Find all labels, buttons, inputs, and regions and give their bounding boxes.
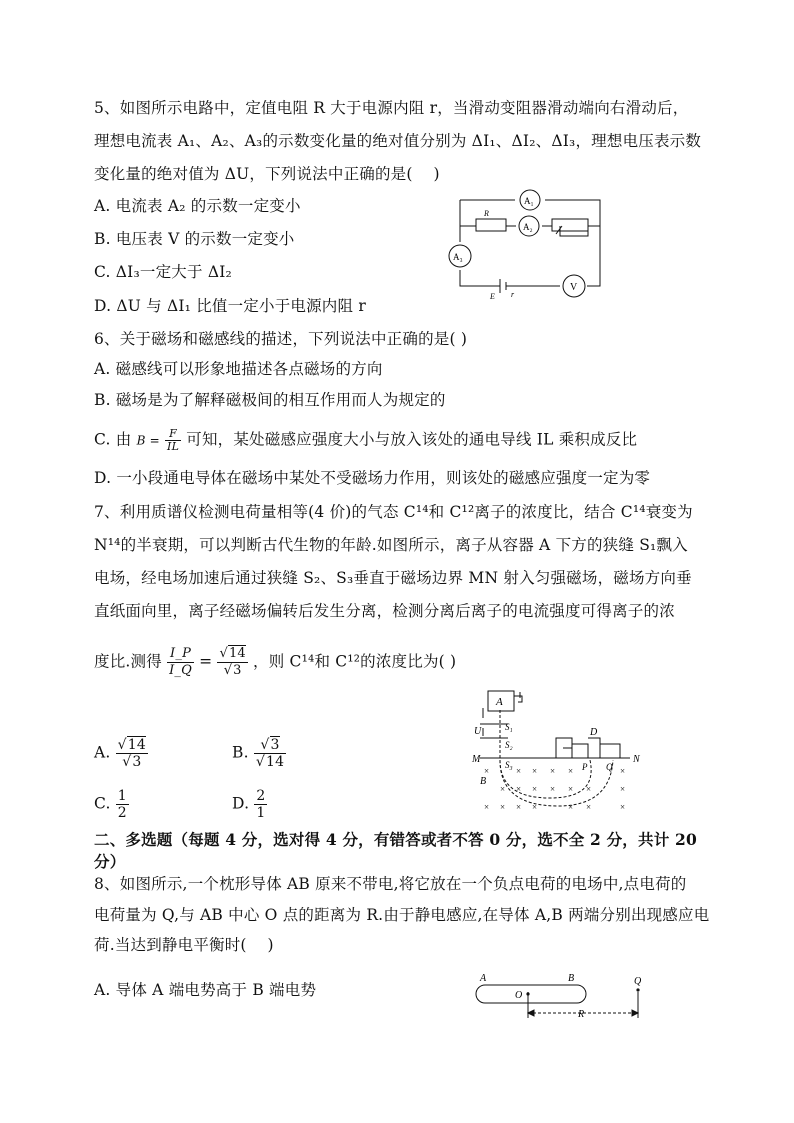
q7-slit-s2-label: S₂ [505,740,513,750]
q6-option-b: B. 磁场是为了解释磁极间的相互作用而人为规定的 [94,391,446,409]
svg-text:×: × [484,802,490,812]
q7-slit-s1-label: S₁ [505,722,513,732]
q7-point-p-label: P [582,762,588,772]
q7-equals-sign: = [199,652,213,671]
q7-point-q-label: Q [606,762,613,772]
q7-stem-line5-prefix: 度比.测得 [94,652,162,671]
q6-option-c-suffix: 可知，某处磁感应强度大小与放入该处的通电导线 IL 乘积成反比 [186,430,638,449]
svg-text:×: × [532,802,538,812]
q7-option-b-num: 3 [270,737,280,753]
q6-option-a: A. 磁感线可以形象地描述各点磁场的方向 [94,360,383,378]
q7-option-b-fraction: $\frac{√3}{√14}$ [255,737,285,770]
q7-root-ratio: $\frac{√14}{√3}$ [219,646,246,678]
q7-option-c-label: C. [94,794,111,813]
svg-text:×: × [516,766,522,776]
q5-stem-line3: 变化量的绝对值为 ΔU，下列说法中正确的是( ) [94,165,440,183]
q7-option-a [94,737,148,770]
q6-option-d: D. 一小段通电导体在磁场中某处不受磁场力作用，则该处的磁感应强度一定为零 [94,469,651,487]
q8-stem-line3: 荷.当达到静电平衡时( ) [94,936,274,954]
q8-distance-r-label: R [578,1009,585,1020]
q7-root-14: 14 [228,646,246,661]
q7-stem-line5-suffix: ，则 C¹⁴和 C¹²的浓度比为( ) [253,652,457,671]
q5-ammeter-a1-label: A₁ [524,196,534,206]
q7-option-b [232,737,286,770]
q7-option-b-label: B. [232,743,249,762]
q7-option-c-den: 2 [117,805,127,821]
q7-current-ip: I_P [167,646,194,663]
q6-fraction-numerator: F [165,428,181,441]
q7-detector-d-label: D [590,727,598,738]
q8-center-o-label: O [515,990,523,1001]
q5-option-c: C. ΔI₃一定大于 ΔI₂ [94,263,232,281]
q7-option-d-label: D. [232,794,250,813]
q6-option-c-fraction [165,428,181,453]
q7-stem-line3: 电场，经电场加速后通过狭缝 S₂、S₃垂直于磁场边界 MN 射入匀强磁场，磁场方向垂 [94,569,692,587]
q6-option-c [94,428,637,453]
svg-text:×: × [550,784,556,794]
svg-text:×: × [620,784,626,794]
q7-option-c [94,788,129,821]
svg-text:×: × [586,802,592,812]
q7-boundary-n-label: N [633,754,640,765]
q8-end-a-label: A [480,973,487,984]
q5-circuit-diagram [440,186,610,304]
svg-text:×: × [620,802,626,812]
q7-option-a-den: 3 [132,754,142,770]
q5-ammeter-a2-label: A₂ [523,222,533,232]
q7-mass-spectrometer-diagram [470,688,650,816]
svg-text:×: × [500,802,506,812]
q7-slit-s3-label: S₃ [505,760,513,770]
q7-option-d [232,788,267,821]
q7-option-a-num: 14 [127,737,147,753]
q6-fraction-denominator: IL [167,440,180,453]
q7-root-3: 3 [233,663,242,678]
q6-option-c-b-equals: B = [136,433,160,448]
svg-text:×: × [586,784,592,794]
svg-text:×: × [516,802,522,812]
q8-end-b-label: B [568,973,575,984]
q7-magnetic-field-crosses [484,766,625,812]
q7-option-d-fraction [254,788,267,821]
q5-option-d: D. ΔU 与 ΔI₁ 比值一定小于电源内阻 r [94,297,366,315]
q8-stem-line2: 电荷量为 Q,与 AB 中心 O 点的距离为 R.由于静电感应,在导体 A,B 两端分别出现感应电 [94,906,710,924]
q5-internal-resistance-label: r [511,290,515,299]
section2-title-line1: 二、多选题（每题 4 分，选对得 4 分，有错答或者不答 0 分，选不全 2 分，共计 20 [94,830,697,849]
q5-ammeter-a3-label: A₃ [453,252,463,262]
q7-voltage-u-label: U [474,726,482,737]
q7-option-a-fraction: $\frac{√14}{√3}$ [117,737,147,770]
q7-stem-line1: 7、利用质谱仪检测电荷量相等(4 价)的气态 C¹⁴和 C¹²离子的浓度比，结合 C¹⁴衰变为 [94,503,693,521]
q7-option-c-num: 1 [117,788,127,804]
svg-text:×: × [620,766,626,776]
q7-stem-line4: 直纸面向里，离子经磁场偏转后发生分离，检测分离后离子的电流强度可得离子的浓 [94,602,675,620]
svg-text:×: × [532,784,538,794]
q7-stem-line5 [94,646,456,679]
q7-current-iq: I_Q [169,663,192,678]
q7-option-a-label: A. [94,743,111,762]
section2-title-line2: 分） [94,852,126,871]
svg-text:×: × [532,766,538,776]
q5-option-a: A. 电流表 A₂ 的示数一定变小 [94,197,301,215]
q7-option-c-fraction [116,788,129,821]
q5-resistor-label: R [484,209,489,218]
q7-field-b-label: B [480,776,487,787]
svg-text:×: × [568,784,574,794]
svg-text:×: × [500,784,506,794]
q5-voltmeter-label: V [570,282,578,293]
q8-option-a: A. 导体 A 端电势高于 B 端电势 [94,981,317,999]
svg-text:×: × [550,766,556,776]
q8-conductor-diagram [470,966,650,1022]
q5-stem-line1: 5、如图所示电路中，定值电阻 R 大于电源内阻 r，当滑动变阻器滑动端向右滑动后， [94,99,689,117]
q7-boundary-m-label: M [472,754,481,765]
q7-option-d-num: 2 [256,788,266,804]
q5-emf-label: E [490,292,495,301]
q6-stem: 6、关于磁场和磁感线的描述，下列说法中正确的是( ) [94,330,468,348]
q7-option-d-den: 1 [256,805,266,821]
q6-option-c-prefix: C. 由 [94,430,132,449]
q7-option-b-den: 14 [265,754,285,770]
q5-option-b: B. 电压表 V 的示数一定变小 [94,230,295,248]
svg-text:×: × [484,766,490,776]
q8-charge-q-label: Q [634,976,642,987]
q7-current-ratio [167,646,194,679]
q8-stem-line1: 8、如图所示,一个枕形导体 AB 原来不带电,将它放在一个负点电荷的电场中,点电荷的 [94,875,687,893]
svg-text:×: × [568,766,574,776]
svg-text:×: × [568,802,574,812]
q5-stem-line2: 理想电流表 A₁、A₂、A₃的示数变化量的绝对值分别为 ΔI₁、ΔI₂、ΔI₃，理想电压表示数 [94,132,702,150]
q7-stem-line2: N¹⁴的半衰期，可以判断古代生物的年龄.如图所示，离子从容器 A 下方的狭缝 S₁飘入 [94,536,688,554]
svg-text:×: × [516,784,522,794]
q7-container-a-label: A [496,696,503,708]
